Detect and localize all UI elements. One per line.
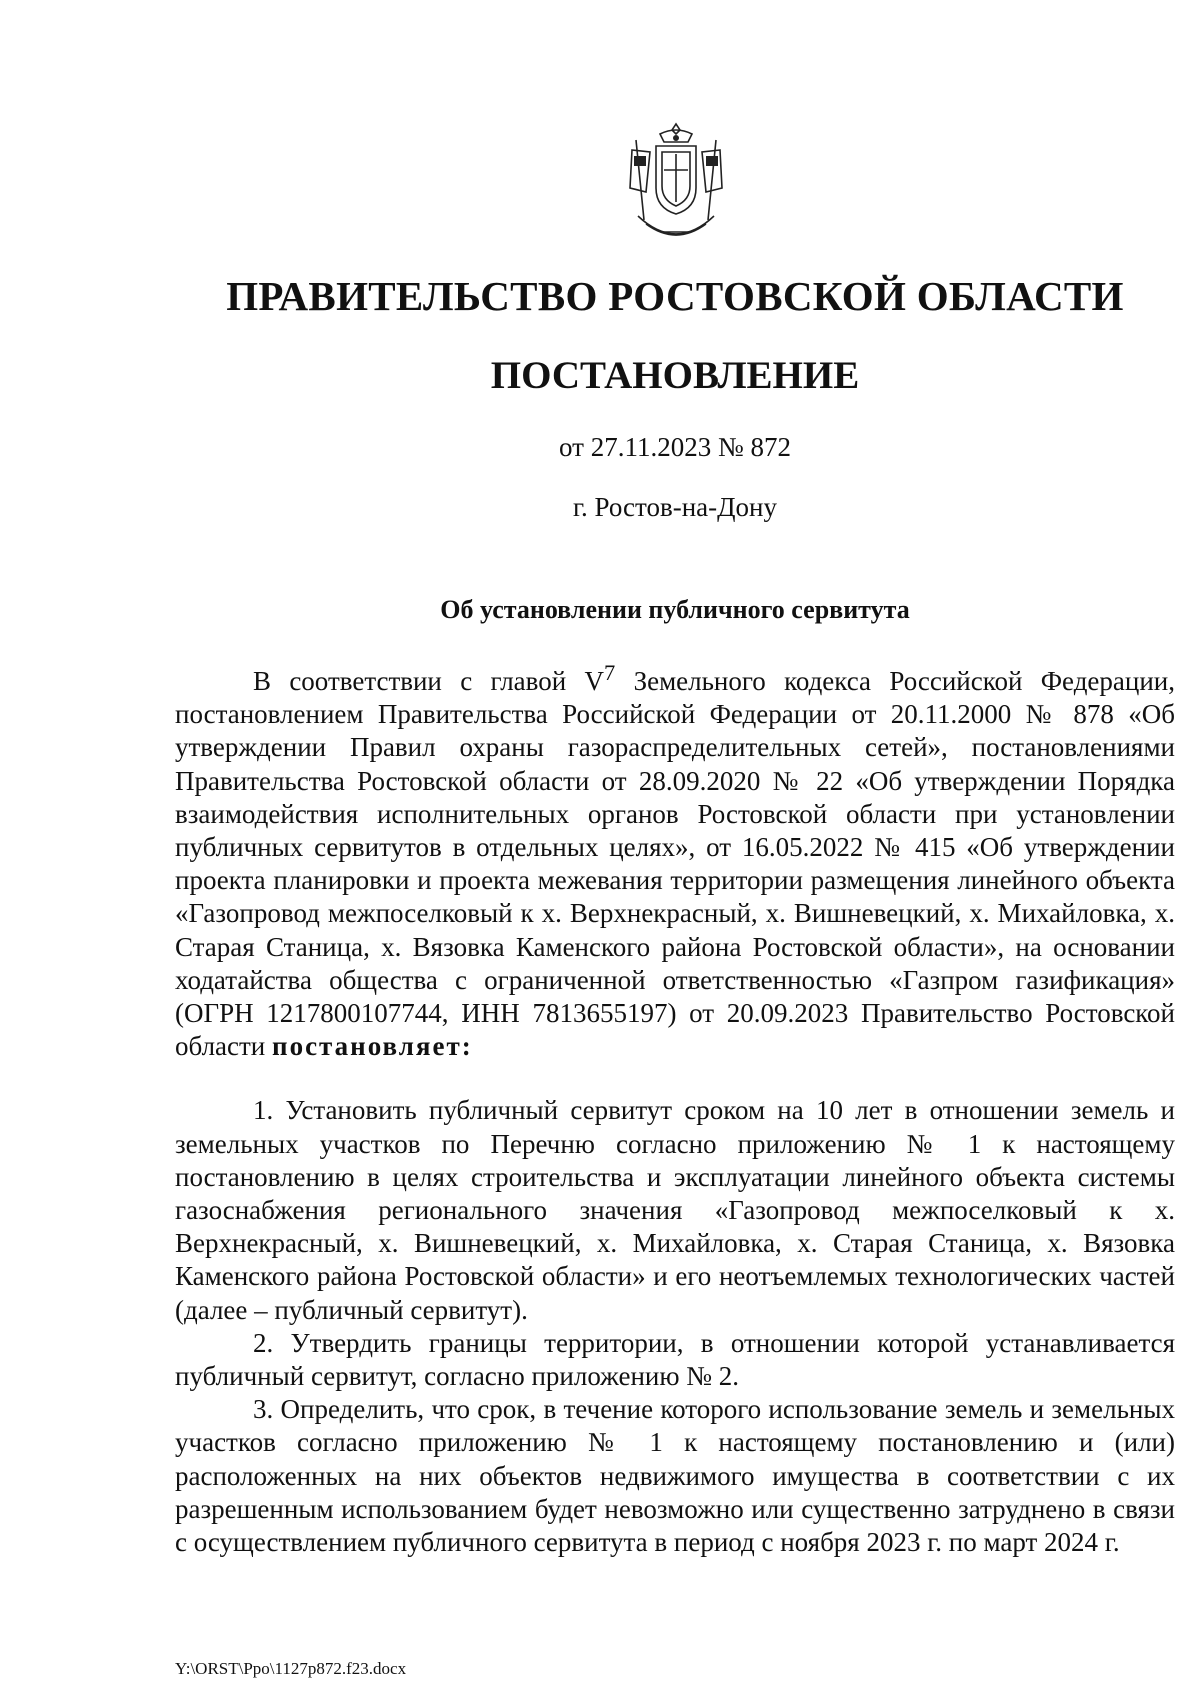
document-body [175,656,1175,1559]
item-3: 3. Определить, что срок, в течение которого использование земель и земельных участков согласно приложению № 1 к настоящему постановлению и (или) расположенных на них объектов недвижимого имущества в соответствии с их разрешенным использованием будет невозможно или существенно затруднено в связи с осуществлением публичного сервитута в период с ноября 2023 г. по март 2024 г. [175,1394,1175,1558]
rostov-oblast-coat-of-arms-icon [622,120,730,246]
resolves-keyword: постановляет: [272,1031,473,1062]
chapter-superscript: 7 [604,660,616,685]
file-path-footer: Y:\ORST\Ppo\1127p872.f23.docx [175,1659,407,1678]
preamble-text: Земельного кодекса Российской Федерации, постановлением Правительства Российской Федерации от 20.11.2000 № 878 «Об утверждении Правил охраны газораспределительных сетей», постановлениями Правительства Ростовской области от 28.09.2020 № 22 «Об утверждении Порядка взаимодействия исполнительных органов Ростовской области при установлении публичных сервитутов в отдельных целях», от 16.05.2022 № 415 «Об утверждении проекта планировки и проекта межевания территории размещения линейного объекта «Газопровод межпоселковый к х. Верхнекрасный, х. Вишневецкий, х. Михайловка, х. Старая Станица, х. Вязовка Каменского района Ростовской области», на основании ходатайства общества с ограниченной ответственностью «Газпром газификация» (ОГРН 1217800107744, ИНН 7813655197) от 20.09.2023 Правительство Ростовской области [175,666,1175,1062]
document-type: ПОСТАНОВЛЕНИЕ [490,354,860,397]
government-title: ПРАВИТЕЛЬСТВО РОСТОВСКОЙ ОБЛАСТИ [226,273,1124,319]
document-date-number: от 27.11.2023 № 872 [559,432,791,462]
item-2: 2. Утвердить границы территории, в отношении которой устанавливается публичный сервитут, согласно приложению № 2. [175,1327,1175,1392]
preamble-text-start: В соответствии с главой V [253,666,604,696]
preamble-paragraph [175,656,1175,1063]
item-1: 1. Установить публичный сервитут сроком на 10 лет в отношении земель и земельных участков по Перечню согласно приложению № 1 к настоящему постановлению в целях строительства и эксплуатации линейного объекта системы газоснабжения регионального значения «Газопровод межпоселковый к х. Верхнекрасный, х. Вишневецкий, х. Михайловка, х. Старая Станица, х. Вязовка Каменского района Ростовской области» и его неотъемлемых технологических частей (далее – публичный сервитут). [175,1095,1175,1325]
document-subject: Об установлении публичного сервитута [440,595,910,624]
document-city: г. Ростов-на-Дону [572,492,777,522]
